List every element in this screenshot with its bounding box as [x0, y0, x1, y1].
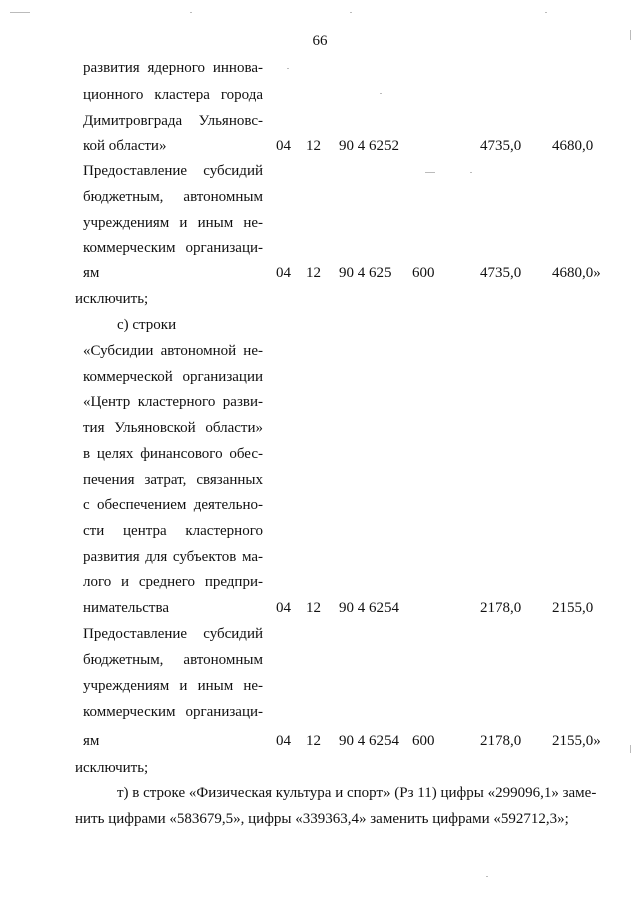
text-line: ям: [83, 265, 100, 281]
value2-cell: 2155,0»: [552, 733, 601, 749]
text-line: печения затрат, связанных: [83, 472, 263, 488]
pr-cell: 12: [306, 265, 321, 281]
scan-speck: [630, 30, 631, 40]
text-line: кой области»: [83, 138, 167, 154]
text-line: коммерческим организаци-: [83, 704, 263, 720]
text-line: «Центр кластерного разви-: [83, 394, 263, 410]
text-line: коммерческим организаци-: [83, 240, 263, 256]
scan-speck: [630, 745, 631, 753]
scan-speck: [287, 68, 289, 69]
text-line: коммерческой организации: [83, 369, 263, 385]
scan-speck: [380, 93, 382, 94]
value2-cell: 4680,0: [552, 138, 594, 154]
scan-speck: [350, 12, 352, 13]
item-t-line2: нить цифрами «583679,5», цифры «339363,4» заменить цифрами «592712,3»;: [75, 811, 569, 827]
value1-cell: 4735,0: [480, 138, 522, 154]
rz-cell: 04: [276, 600, 291, 616]
value1-cell: 2178,0: [480, 733, 522, 749]
text-line: лого и среднего предпри-: [83, 574, 263, 590]
csr-cell: 90 4 6254: [339, 733, 399, 749]
text-line: «Субсидии автономной не-: [83, 343, 263, 359]
rz-cell: 04: [276, 733, 291, 749]
text-line: учреждениям и иным не-: [83, 678, 263, 694]
text-line: Предоставление субсидий: [83, 626, 263, 642]
text-line: Предоставление субсидий: [83, 163, 263, 179]
text-line: сти центра кластерного: [83, 523, 263, 539]
item-t-line1: т) в строке «Физическая культура и спорт» (Рз 11) цифры «299096,1» заме-: [117, 785, 597, 801]
page-number: 66: [312, 33, 328, 49]
text-line: с обеспечением деятельно-: [83, 497, 263, 513]
value2-cell: 4680,0»: [552, 265, 601, 281]
text-line: нимательства: [83, 600, 170, 616]
pr-cell: 12: [306, 600, 321, 616]
scan-speck: [470, 172, 472, 173]
text-line: бюджетным, автономным: [83, 652, 263, 668]
text-line: тия Ульяновской области»: [83, 420, 263, 436]
scan-speck: [190, 12, 192, 13]
rz-cell: 04: [276, 265, 291, 281]
scan-speck: [545, 12, 547, 13]
text-line: в целях финансового обес-: [83, 446, 263, 462]
vr-cell: 600: [412, 733, 435, 749]
csr-cell: 90 4 625: [339, 265, 392, 281]
text-line: Димитровграда Ульяновс-: [83, 113, 263, 129]
exclude-text: исключить;: [75, 760, 149, 776]
value1-cell: 2178,0: [480, 600, 522, 616]
pr-cell: 12: [306, 138, 321, 154]
csr-cell: 90 4 6254: [339, 600, 399, 616]
value1-cell: 4735,0: [480, 265, 522, 281]
text-line: учреждениям и иным не-: [83, 215, 263, 231]
vr-cell: 600: [412, 265, 435, 281]
text-line: развития для субъектов ма-: [83, 549, 263, 565]
item-c-heading: с) строки: [117, 317, 177, 333]
scan-speck: [425, 172, 435, 173]
text-line: развития ядерного иннова-: [83, 60, 263, 76]
text-line: бюджетным, автономным: [83, 189, 263, 205]
exclude-text: исключить;: [75, 291, 149, 307]
csr-cell: 90 4 6252: [339, 138, 399, 154]
text-line: ям: [83, 733, 100, 749]
pr-cell: 12: [306, 733, 321, 749]
scan-speck: [10, 12, 30, 13]
rz-cell: 04: [276, 138, 291, 154]
scan-speck: [486, 876, 488, 877]
text-line: ционного кластера города: [83, 87, 263, 103]
value2-cell: 2155,0: [552, 600, 594, 616]
